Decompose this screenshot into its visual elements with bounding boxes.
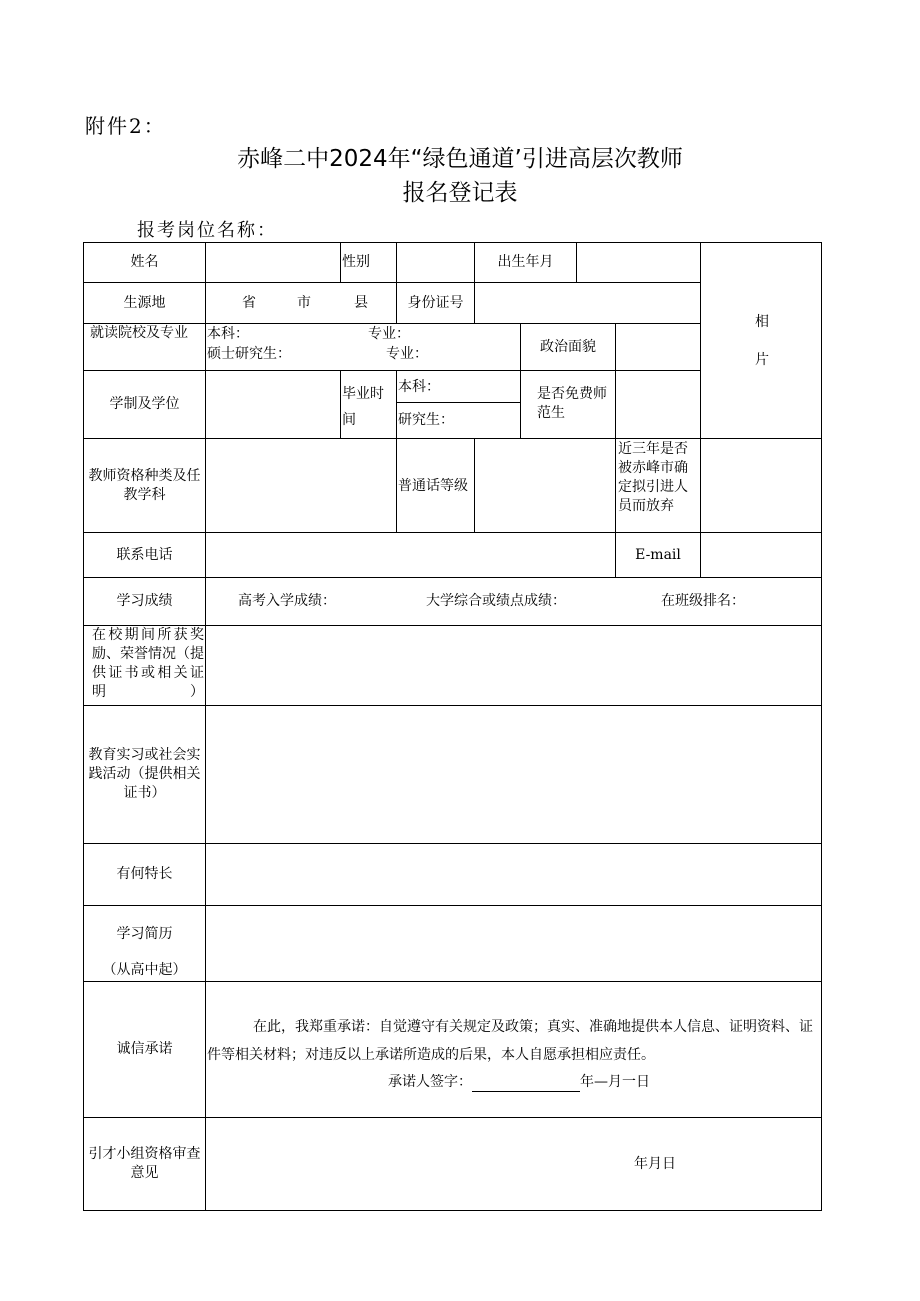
birth-field[interactable]	[577, 243, 700, 282]
degree-label: 学制及学位	[109, 396, 180, 412]
free-normal-field[interactable]	[616, 371, 700, 438]
abandon-field[interactable]	[701, 439, 821, 532]
cert-label: 教师资格种类及任教学科	[88, 467, 201, 503]
political-label: 政治面貌	[540, 338, 596, 355]
signature-row	[388, 1073, 650, 1092]
origin-city: 市	[297, 295, 311, 311]
review-field[interactable]	[206, 1118, 821, 1210]
signature-line[interactable]	[472, 1077, 580, 1092]
email-field[interactable]	[701, 533, 821, 577]
practice-label: 教育实习或社会实践活动（提供相关证书）	[88, 747, 201, 801]
attachment-label: 附件2：	[85, 114, 166, 138]
practice-field[interactable]	[206, 706, 821, 843]
id-label: 身份证号	[407, 294, 464, 311]
phone-field[interactable]	[206, 533, 615, 577]
rank-label: 在班级排名：	[661, 593, 745, 609]
mandarin-field[interactable]	[475, 439, 615, 532]
grad-time-grad: 研究生：	[398, 412, 454, 428]
specialty-field[interactable]	[206, 844, 821, 905]
form-title-line1: 赤峰二中2024年“绿色通道’引进高层次教师	[237, 146, 683, 172]
abandon-label: 近三年是否被赤峰市确定拟引进人员而放弃	[618, 441, 688, 514]
id-field[interactable]	[475, 283, 700, 323]
awards-label: 在校期间所获奖励、荣誉情况（提供证书或相关证明）	[92, 627, 204, 700]
review-date: 年月日	[634, 1156, 676, 1172]
photo-label-1: 相	[755, 314, 769, 330]
photo-label-2: 片	[755, 352, 769, 368]
major-label-1: 专业：	[368, 326, 410, 342]
scores-label: 学习成绩	[116, 593, 173, 609]
origin-province: 省	[242, 295, 256, 311]
integrity-text: 在此，我郑重承诺：自觉遵守有关规定及政策；真实、准确地提供本人信息、证明资料、证件等相关材料；对违反以上承诺所造成的后果，本人自愿承担相应责任。	[207, 1019, 813, 1063]
political-field[interactable]	[616, 324, 700, 370]
cert-field[interactable]	[206, 439, 396, 532]
mandarin-label: 普通话等级	[398, 478, 468, 494]
post-name-label: 报考岗位名称：	[137, 220, 277, 241]
name-field[interactable]	[206, 243, 340, 282]
undergrad-label: 本科：	[207, 326, 249, 342]
grad-time-label-2: 间	[342, 412, 356, 428]
gender-field[interactable]	[397, 243, 474, 282]
birth-label: 出生年月	[497, 254, 554, 270]
form-title-line2: 报名登记表	[402, 180, 518, 206]
resume-note: （从高中起）	[102, 962, 187, 978]
grad-time-label-1: 毕业时	[342, 386, 384, 402]
signature-label: 承诺人签字：	[388, 1074, 472, 1090]
gaokao-label: 高考入学成绩：	[238, 593, 336, 609]
awards-field[interactable]	[206, 626, 821, 705]
integrity-label: 诚信承诺	[116, 1041, 173, 1057]
grad-label: 硕士研究生：	[207, 346, 291, 362]
resume-label: 学习简历	[116, 926, 173, 942]
major-label-2: 专业：	[386, 346, 428, 362]
origin-label: 生源地	[123, 294, 166, 311]
origin-county: 县	[354, 295, 368, 311]
grad-time-undergrad: 本科：	[398, 379, 440, 395]
review-label: 引才小组资格审查意见	[88, 1146, 201, 1181]
email-label: E-mail	[635, 546, 681, 563]
resume-field[interactable]	[206, 906, 821, 981]
free-normal-label: 是否免费师范生	[537, 386, 607, 421]
phone-label: 联系电话	[116, 546, 173, 563]
gpa-label: 大学综合或绩点成绩：	[426, 593, 566, 609]
degree-field[interactable]	[206, 371, 340, 438]
name-label: 姓名	[130, 254, 159, 270]
school-label: 就读院校及专业	[90, 325, 188, 341]
gender-label: 性别	[342, 254, 370, 270]
specialty-label: 有何特长	[116, 866, 173, 882]
signature-date: 年—月一日	[580, 1074, 650, 1090]
